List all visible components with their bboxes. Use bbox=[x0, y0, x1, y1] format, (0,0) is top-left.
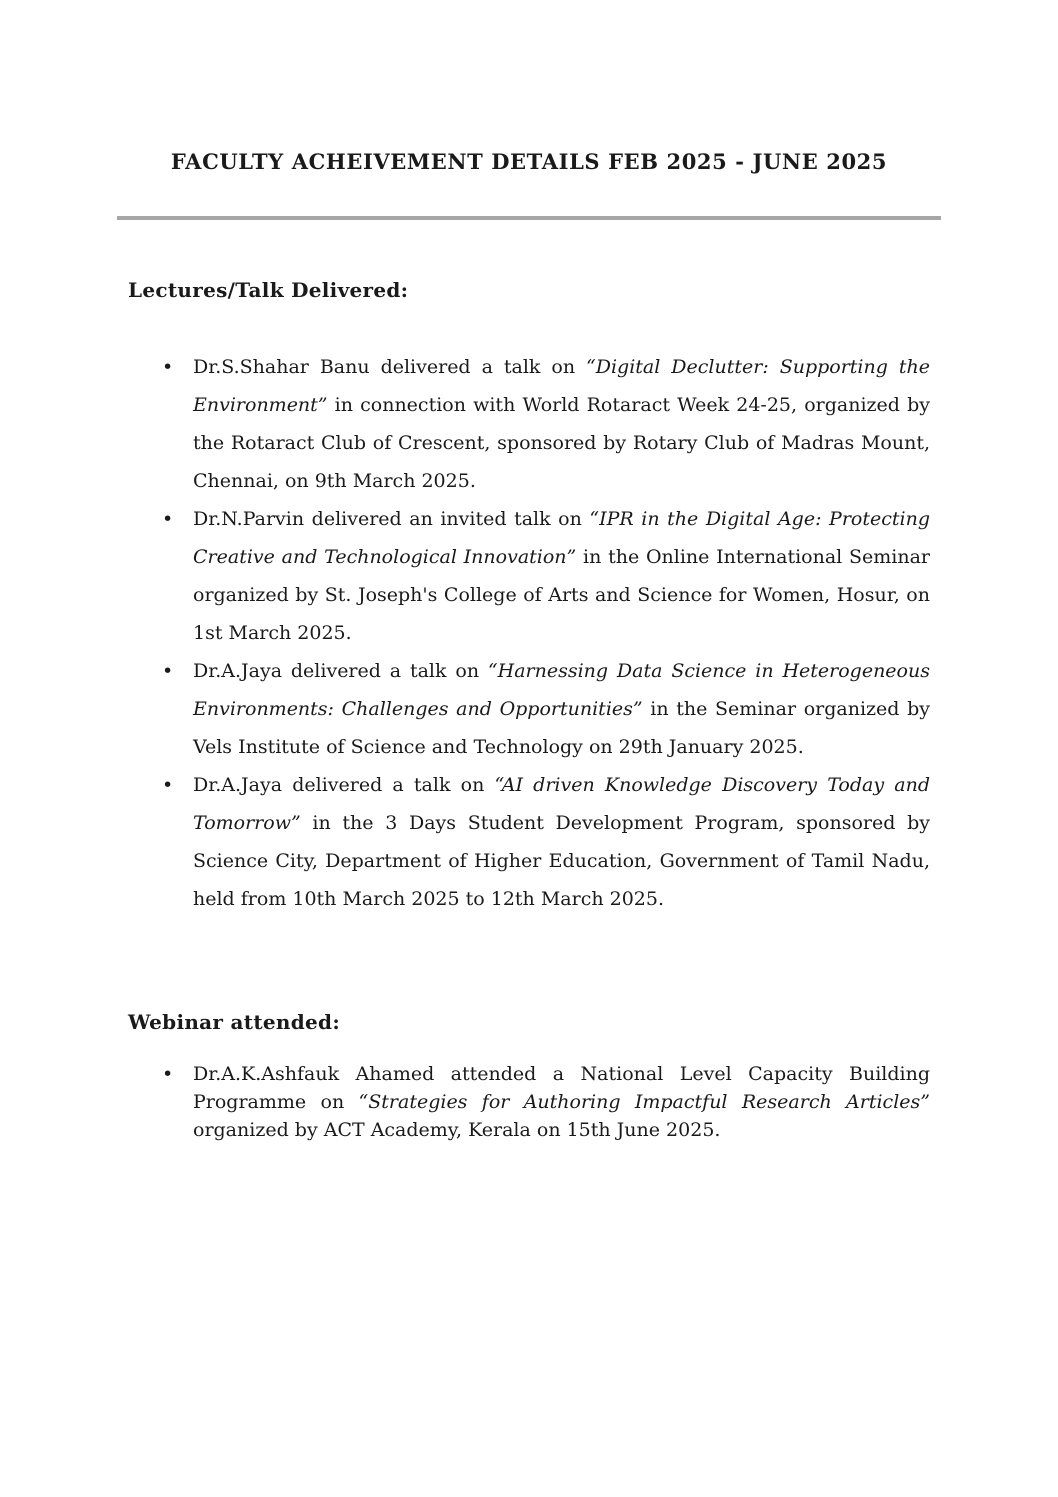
talk-title: “Digital Declutter: Supporting the Environment” bbox=[193, 356, 930, 416]
section-webinar bbox=[128, 1010, 930, 1144]
text-segment: Dr.S.Shahar Banu delivered a talk on bbox=[193, 356, 587, 378]
section-lectures bbox=[128, 278, 930, 918]
text-segment: Dr.A.Jaya delivered a talk on bbox=[193, 660, 488, 682]
list-item-lecture-1 bbox=[162, 348, 930, 500]
list-item-lecture-4 bbox=[162, 766, 930, 918]
text-segment: Dr.N.Parvin delivered an invited talk on bbox=[193, 508, 590, 530]
list-item-lecture-3 bbox=[162, 652, 930, 766]
bullet-icon: • bbox=[162, 1063, 174, 1085]
document-title: FACULTY ACHEIVEMENT DETAILS FEB 2025 - JUNE 2025 bbox=[170, 149, 888, 174]
bullet-icon: • bbox=[162, 508, 174, 530]
text-segment: Dr.A.Jaya delivered a talk on bbox=[193, 774, 495, 796]
bullet-icon: • bbox=[162, 774, 174, 796]
text-segment: Dr.A.K.Ashfauk Ahamed attended a National Level Capacity Building Programme on bbox=[193, 1063, 930, 1113]
list-item-lecture-2 bbox=[162, 500, 930, 652]
list-item-webinar-1 bbox=[162, 1060, 930, 1144]
bullet-icon: • bbox=[162, 660, 174, 682]
talk-title: “IPR in the Digital Age: Protecting Creative and Technological Innovation” bbox=[193, 508, 930, 568]
talk-title: “Harnessing Data Science in Heterogeneous Environments: Challenges and Opportunities” bbox=[193, 660, 930, 720]
talk-title: “AI driven Knowledge Discovery Today and Tomorrow” bbox=[193, 774, 930, 834]
text-segment: in the Online International Seminar organized by St. Joseph's College of Arts and Science for Women, Hosur, on 1st March 2025. bbox=[193, 546, 930, 644]
section-heading-webinar: Webinar attended: bbox=[128, 1010, 341, 1034]
section-heading-lectures: Lectures/Talk Delivered: bbox=[128, 278, 409, 302]
webinar-list bbox=[128, 1060, 930, 1144]
text-segment: in the 3 Days Student Development Program, sponsored by Science City, Department of Higher Education, Government of Tamil Nadu, held from 10th March 2025 to 12th March 2025. bbox=[193, 812, 930, 910]
horizontal-rule bbox=[117, 216, 941, 220]
lectures-list bbox=[128, 348, 930, 918]
bullet-icon: • bbox=[162, 356, 174, 378]
text-segment: in connection with World Rotaract Week 24-25, organized by the Rotaract Club of Crescent, sponsored by Rotary Club of Madras Mount, Chennai, on 9th March 2025. bbox=[193, 394, 930, 492]
text-segment: organized by ACT Academy, Kerala on 15th June 2025. bbox=[193, 1119, 721, 1141]
text-segment: in the Seminar organized by Vels Institute of Science and Technology on 29th January 2025. bbox=[193, 698, 930, 758]
talk-title: “Strategies for Authoring Impactful Research Articles” bbox=[358, 1091, 930, 1113]
